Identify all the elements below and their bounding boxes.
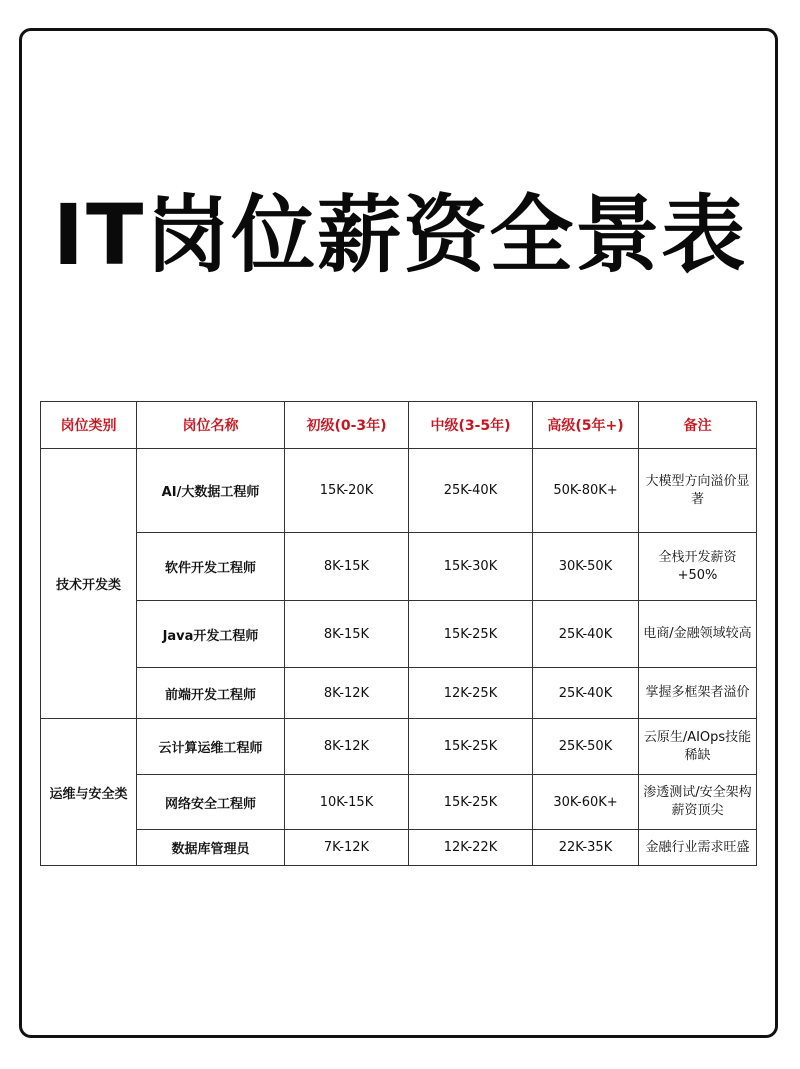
header-mid: 中级(3-5年) [409, 402, 533, 449]
junior-salary: 15K-20K [285, 449, 409, 533]
junior-salary: 8K-15K [285, 533, 409, 601]
senior-salary: 25K-40K [533, 601, 639, 668]
senior-salary: 22K-35K [533, 830, 639, 866]
note-cell: 云原生/AIOps技能稀缺 [639, 719, 757, 775]
junior-salary: 7K-12K [285, 830, 409, 866]
category-cell: 技术开发类 [41, 449, 137, 719]
note-cell: 全栈开发薪资+50% [639, 533, 757, 601]
table-header-row [41, 402, 757, 449]
mid-salary: 12K-25K [409, 668, 533, 719]
salary-table [40, 401, 757, 866]
header-position: 岗位名称 [137, 402, 285, 449]
page-title: IT岗位薪资全景表 [52, 186, 748, 284]
note-cell: 渗透测试/安全架构薪资顶尖 [639, 775, 757, 830]
table-row [41, 601, 757, 668]
position-name: 软件开发工程师 [137, 533, 285, 601]
header-senior: 高级(5年+) [533, 402, 639, 449]
mid-salary: 15K-25K [409, 601, 533, 668]
table-row [41, 668, 757, 719]
senior-salary: 25K-50K [533, 719, 639, 775]
position-name: AI/大数据工程师 [137, 449, 285, 533]
header-category: 岗位类别 [41, 402, 137, 449]
note-cell: 金融行业需求旺盛 [639, 830, 757, 866]
note-cell: 掌握多框架者溢价 [639, 668, 757, 719]
junior-salary: 10K-15K [285, 775, 409, 830]
mid-salary: 15K-25K [409, 775, 533, 830]
position-name: Java开发工程师 [137, 601, 285, 668]
table-row [41, 449, 757, 533]
senior-salary: 30K-50K [533, 533, 639, 601]
mid-salary: 12K-22K [409, 830, 533, 866]
mid-salary: 25K-40K [409, 449, 533, 533]
junior-salary: 8K-12K [285, 668, 409, 719]
note-cell: 电商/金融领域较高 [639, 601, 757, 668]
table-row [41, 775, 757, 830]
mid-salary: 15K-30K [409, 533, 533, 601]
header-junior: 初级(0-3年) [285, 402, 409, 449]
junior-salary: 8K-12K [285, 719, 409, 775]
junior-salary: 8K-15K [285, 601, 409, 668]
note-cell: 大模型方向溢价显著 [639, 449, 757, 533]
position-name: 网络安全工程师 [137, 775, 285, 830]
senior-salary: 50K-80K+ [533, 449, 639, 533]
position-name: 前端开发工程师 [137, 668, 285, 719]
table-row [41, 533, 757, 601]
mid-salary: 15K-25K [409, 719, 533, 775]
table-row [41, 719, 757, 775]
senior-salary: 25K-40K [533, 668, 639, 719]
senior-salary: 30K-60K+ [533, 775, 639, 830]
position-name: 数据库管理员 [137, 830, 285, 866]
category-cell: 运维与安全类 [41, 719, 137, 866]
position-name: 云计算运维工程师 [137, 719, 285, 775]
header-note: 备注 [639, 402, 757, 449]
table-row [41, 830, 757, 866]
